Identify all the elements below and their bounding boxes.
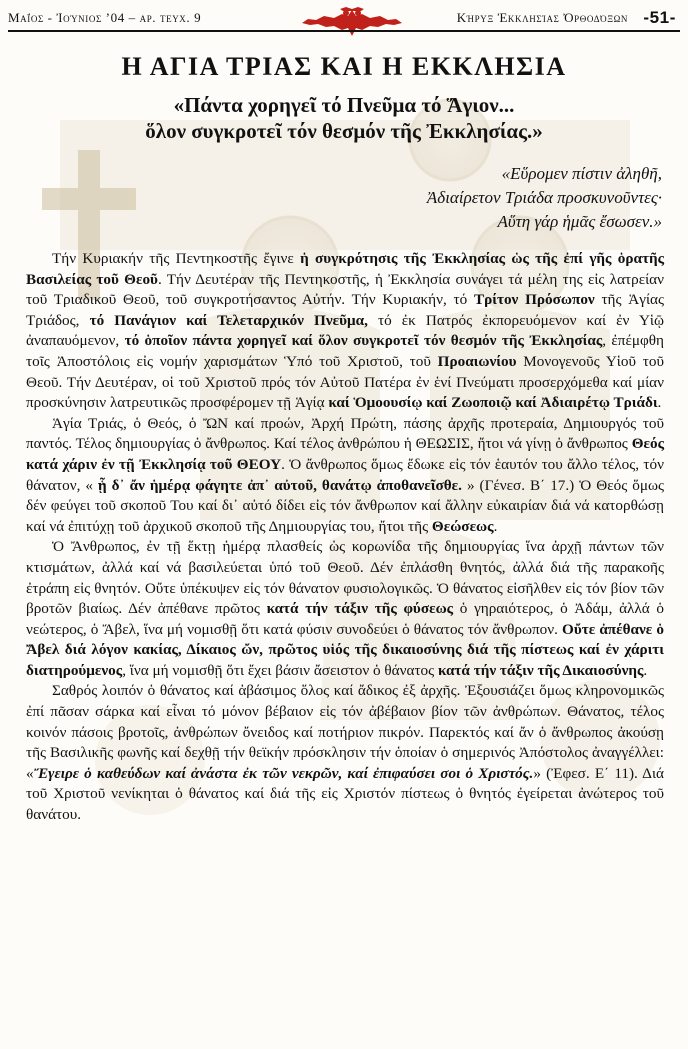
page-header — [8, 6, 680, 28]
emphasis-text: Τρίτον Πρόσωπον — [474, 291, 595, 309]
subtitle-line-2: ὅλον συγκροτεῖ τόν θεσμόν τῆς Ἐκκλησίας.» — [145, 119, 543, 143]
verse-line-1: «Εὕρομεν πίστιν ἀληθῆ, — [501, 164, 662, 183]
verse-line-3: Αὕτη γάρ ἡμᾶς ἔσωσεν.» — [497, 212, 662, 231]
subtitle-line-1: «Πάντα χορηγεῖ τό Πνεῦμα τό Ἅγιον... — [173, 93, 515, 117]
hymn-verse — [427, 162, 662, 234]
emphasis-text: τό ὁποῖον πάντα χορηγεῖ καί ὅλον συγκροτεῖ τόν θεσμόν τῆς Ἐκκλησίας — [124, 332, 603, 350]
emphasis-text: καί Ὁμοουσίῳ καί Ζωοποιῷ καί Ἀδιαιρέτῳ Τριάδι — [328, 394, 658, 412]
emphasis-text: Θεός κατά χάριν ἐν τῇ Ἐκκλησίᾳ τοῦ ΘΕΟΥ — [26, 435, 664, 473]
emphasis-text: τό Πανάγιον καί Τελεταρχικόν Πνεῦμα, — [89, 311, 368, 329]
emphasis-text: Οὔτε ἀπέθανε ὁ Ἄβελ διά λόγον κακίας, Δίκαιος ὤν, πρῶτος υἱός τῆς δικαιοσύνης διά τῆς πίστεως καί ἐν χάριτι διατηρούμενος — [26, 620, 664, 679]
paragraph-text: . Ὁ ἄνθρωπος ὅμως ἔδωκε εἰς τόν ἑαυτόν του ἄλλο τέλος, τόν θάνατον, « — [26, 455, 664, 494]
body-paragraph — [26, 249, 664, 414]
paragraph-text: . — [493, 517, 498, 535]
body-paragraph — [26, 537, 664, 681]
emphasis-text: ᾗ δ᾽ ἄν ἡμέρᾳ φάγητε ἀπ᾽ αὐτοῦ, θανάτῳ ἀποθανεῖσθε. — [98, 476, 462, 494]
emphasis-text: ἡ συγκρότησις τῆς Ἐκκλησίας ὡς τῆς ἐπί γῆς ὁρατῆς Βασιλείας τοῦ Θεοῦ — [26, 250, 664, 288]
paragraph-text: » (Ἐφεσ. Ε΄ 11). Διά τοῦ Χριστοῦ νενίκηται ὁ θάνατος καί διά τῆς εἰς Χριστόν πίστεως ὁ θνητός ἐγείρεται ἀνώτερος τοῦ θανάτου. — [26, 764, 664, 824]
issue-info: Μαΐος - Ἰούνιος ’04 – αρ. τευχ. 9 — [8, 10, 202, 25]
emphasis-text: Προαιωνίου — [437, 352, 517, 370]
paragraph-text: , ἵνα μή νομισθῇ ὅτι ἔχει βάσιν ἄσειστον ὁ θάνατος — [122, 661, 438, 679]
paragraph-text: . — [657, 394, 662, 412]
verse-line-2: Ἀδιαίρετον Τριάδα προσκυνοῦντες· — [426, 188, 662, 207]
paragraph-text: Σαθρός λοιπόν ὁ θάνατος καί ἀβάσιμος ὅλος καί ἄδικος ἐξ ἀρχῆς. Ἐξουσιάζει ὅμως κληρονομικῶς ἐπί πᾶσαν σάρκα καί εἶναι τό μόνον βέβαιον εἰς τόν ἀβέβαιον βίον τῶν ἀνθρώπων. Θάνατος, τέλος κοινόν πάσοις βροτοῖς, ἀνθρώπων ὄνειδος καί ποτήριον πικρόν. Παρεκτός καί ἄν ὁ ἄνθρωπος ἀκούσῃ τῆς Βασιλικῆς φωνῆς καί δεχθῇ τήν θεϊκήν πρόσκλησιν τήν ὁποίαν ὁ σημερινός Ἀπόστολος ἀναγγέλλει: « — [26, 682, 664, 782]
byzantine-eagle-emblem-icon — [294, 6, 410, 40]
paragraph-text: Ὁ Ἄνθρωπος, ἐν τῇ ἕκτῃ ἡμέρᾳ πλασθείς ὡς κορωνίδα τῆς δημιουργίας ἵνα ἀρχῇ πάντων τῶν κτισμάτων, ἀλλά καί νά βασιλεύεται ὑπό τοῦ Θεοῦ. Δέν ἐπλάσθη θνητός, ἀλλά διά τῆς παρακοῆς ἐτράπη εἰς θνητόν. Οὔτε ὑπέκυψεν εἰς τόν θάνατον φυσιολογικῶς. Ὁ θάνατος εἰσῆλθεν εἰς τόν βίον τῶν βροτῶν βιαίως. Δέν ἀπέθανε πρῶτος — [26, 538, 664, 618]
paragraph-text: τῆς Ἁγίας Τριάδος, — [26, 291, 664, 329]
emphasis-text: κατά τήν τάξιν τῆς φύσεως — [266, 600, 454, 618]
emphasis-text: Ἔγειρε ὁ καθεύδων καί ἀνάστα ἐκ τῶν νεκρῶν, καί ἐπιφαύσει σοι ὁ Χριστός. — [33, 764, 534, 782]
emphasis-text: κατά τήν τάξιν τῆς Δικαιοσύνης — [437, 661, 644, 679]
paragraph-text: . — [643, 661, 648, 679]
header-rule — [8, 30, 680, 32]
paragraph-text: , ἐπέμφθη τοῖς Ἀποστόλοις εἰς νομήν χαρισμάτων Ὑπό τοῦ Χριστοῦ, τοῦ — [26, 332, 664, 370]
paragraph-text: . Τήν Δευτέραν τῆς Πεντηκοστῆς, ἡ Ἐκκλησία συνάγει τά μέλη της εἰς λατρείαν τοῦ Τριαδικοῦ Θεοῦ, τοῦ συγκροτήσαντος Αὐτήν. Τήν Κυριακήν, τό — [26, 270, 664, 309]
paragraph-text: » (Γένεσ. Β΄ 17.) Ὁ Θεός ὅμως δέν φεύγει τοῦ σκοποῦ Του καί δι᾽ αὐτό δίδει εἰς τόν ἄνθρωπον καί ἄλλην εὐκαιρίαν διά νά κατορθώσῃ καί νά ἐπιτύχῃ τοῦ ἀρχικοῦ σκοποῦ τῆς Δημιουργίας του, ἤτοι τῆς — [26, 476, 664, 535]
emphasis-text: Θεώσεως — [431, 517, 494, 535]
paragraph-text: Μονογενοῦς Υἱοῦ τοῦ Θεοῦ. Τήν Δευτέραν, οἱ τοῦ Χριστοῦ πρός τόν Αὐτοῦ Πατέρα ἐν ἑνί Πνεύματι προσερχόμεθα καί μίαν προσκύνησιν λατρευτικῶς προσφέρομεν τῇ Ἁγίᾳ — [26, 352, 664, 412]
paragraph-text: Ἁγία Τριάς, ὁ Θεός, ὁ ὬΝ καί προών, Ἀρχή Πρώτη, πάσης ἀρχῆς προτεραία, Δημιουργός τοῦ παντός. Τέλος δημιουργίας ὁ ἄνθρωπος. Καί τέλος ἀνθρώπου ἡ ΘΕΩΣΙΣ, ἤτοι νά γίνῃ ὁ ἄνθρωπος — [26, 414, 664, 453]
article-title: Η ΑΓΙΑ ΤΡΙΑΣ ΚΑΙ Η ΕΚΚΛΗΣΙΑ — [121, 52, 567, 81]
paragraph-text: τό ἐκ Πατρός ἐκπορευόμενον καί ἐν Υἱῷ ἀναπαυόμενον, — [26, 311, 664, 350]
publication-name: Κήρυξ Ἐκκλησίας Ὀρθοδόξων — [456, 10, 628, 25]
emphasis-text — [34, 765, 534, 782]
article-subtitle — [0, 92, 688, 144]
paragraph-text: ὁ γηραιότερος, ὁ Ἀδάμ, ἀλλά ὁ νεώτερος, ὁ Ἄβελ, ἵνα μή νομισθῇ ὅτι κατά φύσιν συνοδεύει ὁ θάνατος τόν ἄνθρωπον. — [26, 600, 664, 638]
page-number: -51- — [643, 8, 676, 27]
paragraph-text: Τήν Κυριακήν τῆς Πεντηκοστῆς ἔγινε — [52, 250, 301, 267]
body-paragraph — [26, 414, 664, 538]
body-paragraph — [26, 681, 664, 825]
article-body — [26, 249, 664, 826]
